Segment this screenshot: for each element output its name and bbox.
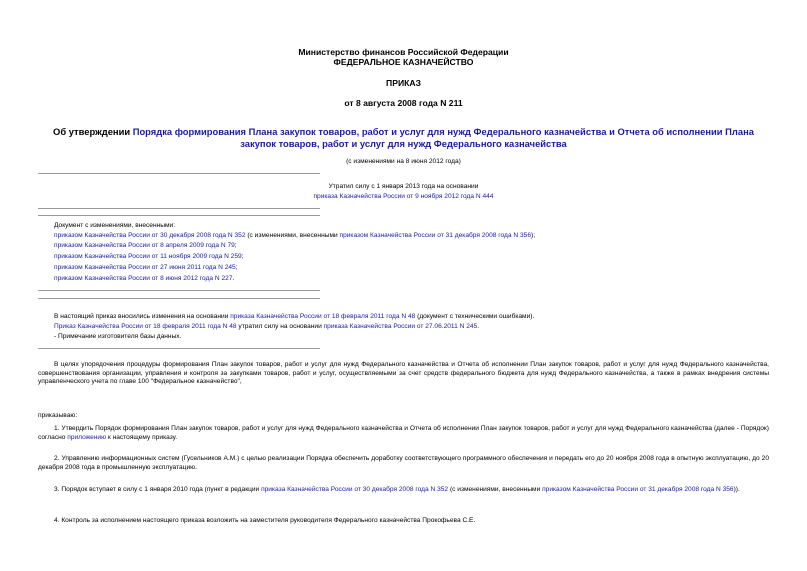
note-text: утратил силу на основании (236, 323, 324, 330)
note-text: В настоящий приказ вносились изменения на основании (54, 313, 231, 320)
amendment-item (54, 232, 535, 241)
amendments-heading: Документ с изменениями, внесенными: (54, 222, 176, 229)
repeal-text: Утратил силу с 1 января 2013 года на основании (328, 183, 479, 190)
note-text: (документ с техническими ошибками). (415, 313, 535, 320)
amendment-text: ; (234, 242, 237, 249)
p3-link-356[interactable]: приказом Казначейства России от 31 декабря 2008 года N 356 (542, 486, 734, 493)
amendment-link-356[interactable]: приказом Казначейства России от 31 декабря 2008 года N 356 (339, 232, 531, 239)
paragraph-4: 4. Контроль за исполнением настоящего приказа возложить на заместителя руководителя Федерального казначейства Прокофьева С.Е. (54, 517, 476, 524)
note-line (54, 323, 479, 332)
amendment-link-352[interactable]: приказом Казначейства России от 30 декабря 2008 года N 352 (54, 232, 246, 239)
document-date: от 8 августа 2008 года N 211 (344, 98, 463, 108)
amendment-item (54, 275, 234, 284)
amendment-link-245[interactable]: приказом Казначейства России от 27 июня 2011 года N 245 (54, 264, 236, 271)
note-line (54, 313, 534, 322)
agency-name: ФЕДЕРАЛЬНОЕ КАЗНАЧЕЙСТВО (333, 57, 474, 67)
repeal-link[interactable]: приказа Казначейства России от 9 ноября 2012 года N 444 (313, 193, 494, 200)
amendment-text: (с изменениями, внесенными (245, 232, 340, 239)
divider (38, 208, 320, 209)
appendix-link[interactable]: приложению (67, 433, 107, 441)
order-word: приказываю: (38, 412, 78, 419)
order-link-procedure[interactable]: Порядка формирования Плана закупок товаров, работ и услуг для нужд Федерального казначейства и Отчета об исполнении Плана закупок товаров, работ и услуг для нужд Федерального казначейства (132, 126, 754, 149)
paragraph-text: к настоящему приказу. (106, 433, 178, 441)
document-type: ПРИКАЗ (386, 78, 421, 88)
edition-note: (с изменениями на 8 июня 2012 года) (346, 158, 461, 165)
ministry-name: Министерство финансов Российской Федерации (298, 47, 509, 57)
repeal-link-wrap (0, 193, 807, 202)
amendment-link-259[interactable]: приказом Казначейства России от 11 ноября 2009 года N 259 (54, 253, 242, 260)
amendment-item (54, 264, 238, 273)
amendment-link-227[interactable]: приказом Казначейства России от 8 июня 2012 года N 227 (54, 275, 233, 282)
paragraph-text: 1. Утвердить Порядок формирования План закупок товаров, работ и услуг для нужд Федерального казначейства и Отчета об исполнении План закупок товаров, работ и услуг для нужд Федерального казначейства (далее - Порядок) согласно (38, 425, 769, 441)
amendment-text: ); (531, 232, 536, 239)
amendment-text: ; (235, 264, 238, 271)
note-link-48-order[interactable]: Приказ Казначейства России от 18 февраля 2011 года N 48 (54, 323, 237, 330)
p3-link-352[interactable]: приказа Казначейства России от 30 декабря 2008 года N 352 (261, 486, 449, 493)
note-text: . (477, 323, 480, 330)
paragraph-1 (38, 425, 769, 442)
amendment-text: ; (241, 253, 244, 260)
amendment-item (54, 242, 237, 251)
title-prefix: Об утверждении (53, 126, 133, 137)
divider (38, 215, 320, 216)
note-link-48[interactable]: приказа Казначейства России от 18 февраля 2011 года N 48 (230, 313, 416, 320)
note-link-245[interactable]: приказа Казначейства России от 27.06.2011 N 245 (323, 323, 478, 330)
preamble: В целях упорядочения процедуры формирования План закупок товаров, работ и услуг для нужд Федерального казначейства и Отчета об исполнении План закупок товаров, работ и услуг для нужд Федерального казначейства, совершенствования организации, управления и контроля за закупками товаров, работ и услуг, осуществляемыми за счет средств федерального бюджета для нужд Федерального казначейства, а также в рамках внедрения системы управленческого учета по главе 100 "Федеральное казначейство", (38, 361, 769, 386)
paragraph-text: 3. Порядок вступает в силу с 1 января 2010 года (пункт в редакции (54, 486, 262, 493)
divider (38, 173, 320, 174)
amendment-item (54, 253, 244, 262)
document-title (40, 126, 767, 150)
amendment-link-79[interactable]: приказом Казначейства России от 8 апреля 2009 года N 79 (54, 242, 235, 249)
paragraph-text: (с изменениями, внесенными (448, 486, 543, 493)
divider (38, 348, 320, 349)
paragraph-text: )). (733, 486, 740, 493)
divider (38, 290, 320, 291)
divider (38, 298, 320, 299)
database-note: - Примечание изготовителя базы данных. (54, 333, 182, 340)
amendment-text: . (232, 275, 235, 282)
paragraph-3 (38, 486, 769, 495)
paragraph-2: 2. Управлению информационных систем (Гусельников А.М.) с целью реализации Порядка обеспечить доработку соответствующего программного обеспечения и передать его до 20 ноября 2008 года в опытную эксплуатацию, до 20 декабря 2008 года в промышленную эксплуатацию. (38, 455, 769, 471)
